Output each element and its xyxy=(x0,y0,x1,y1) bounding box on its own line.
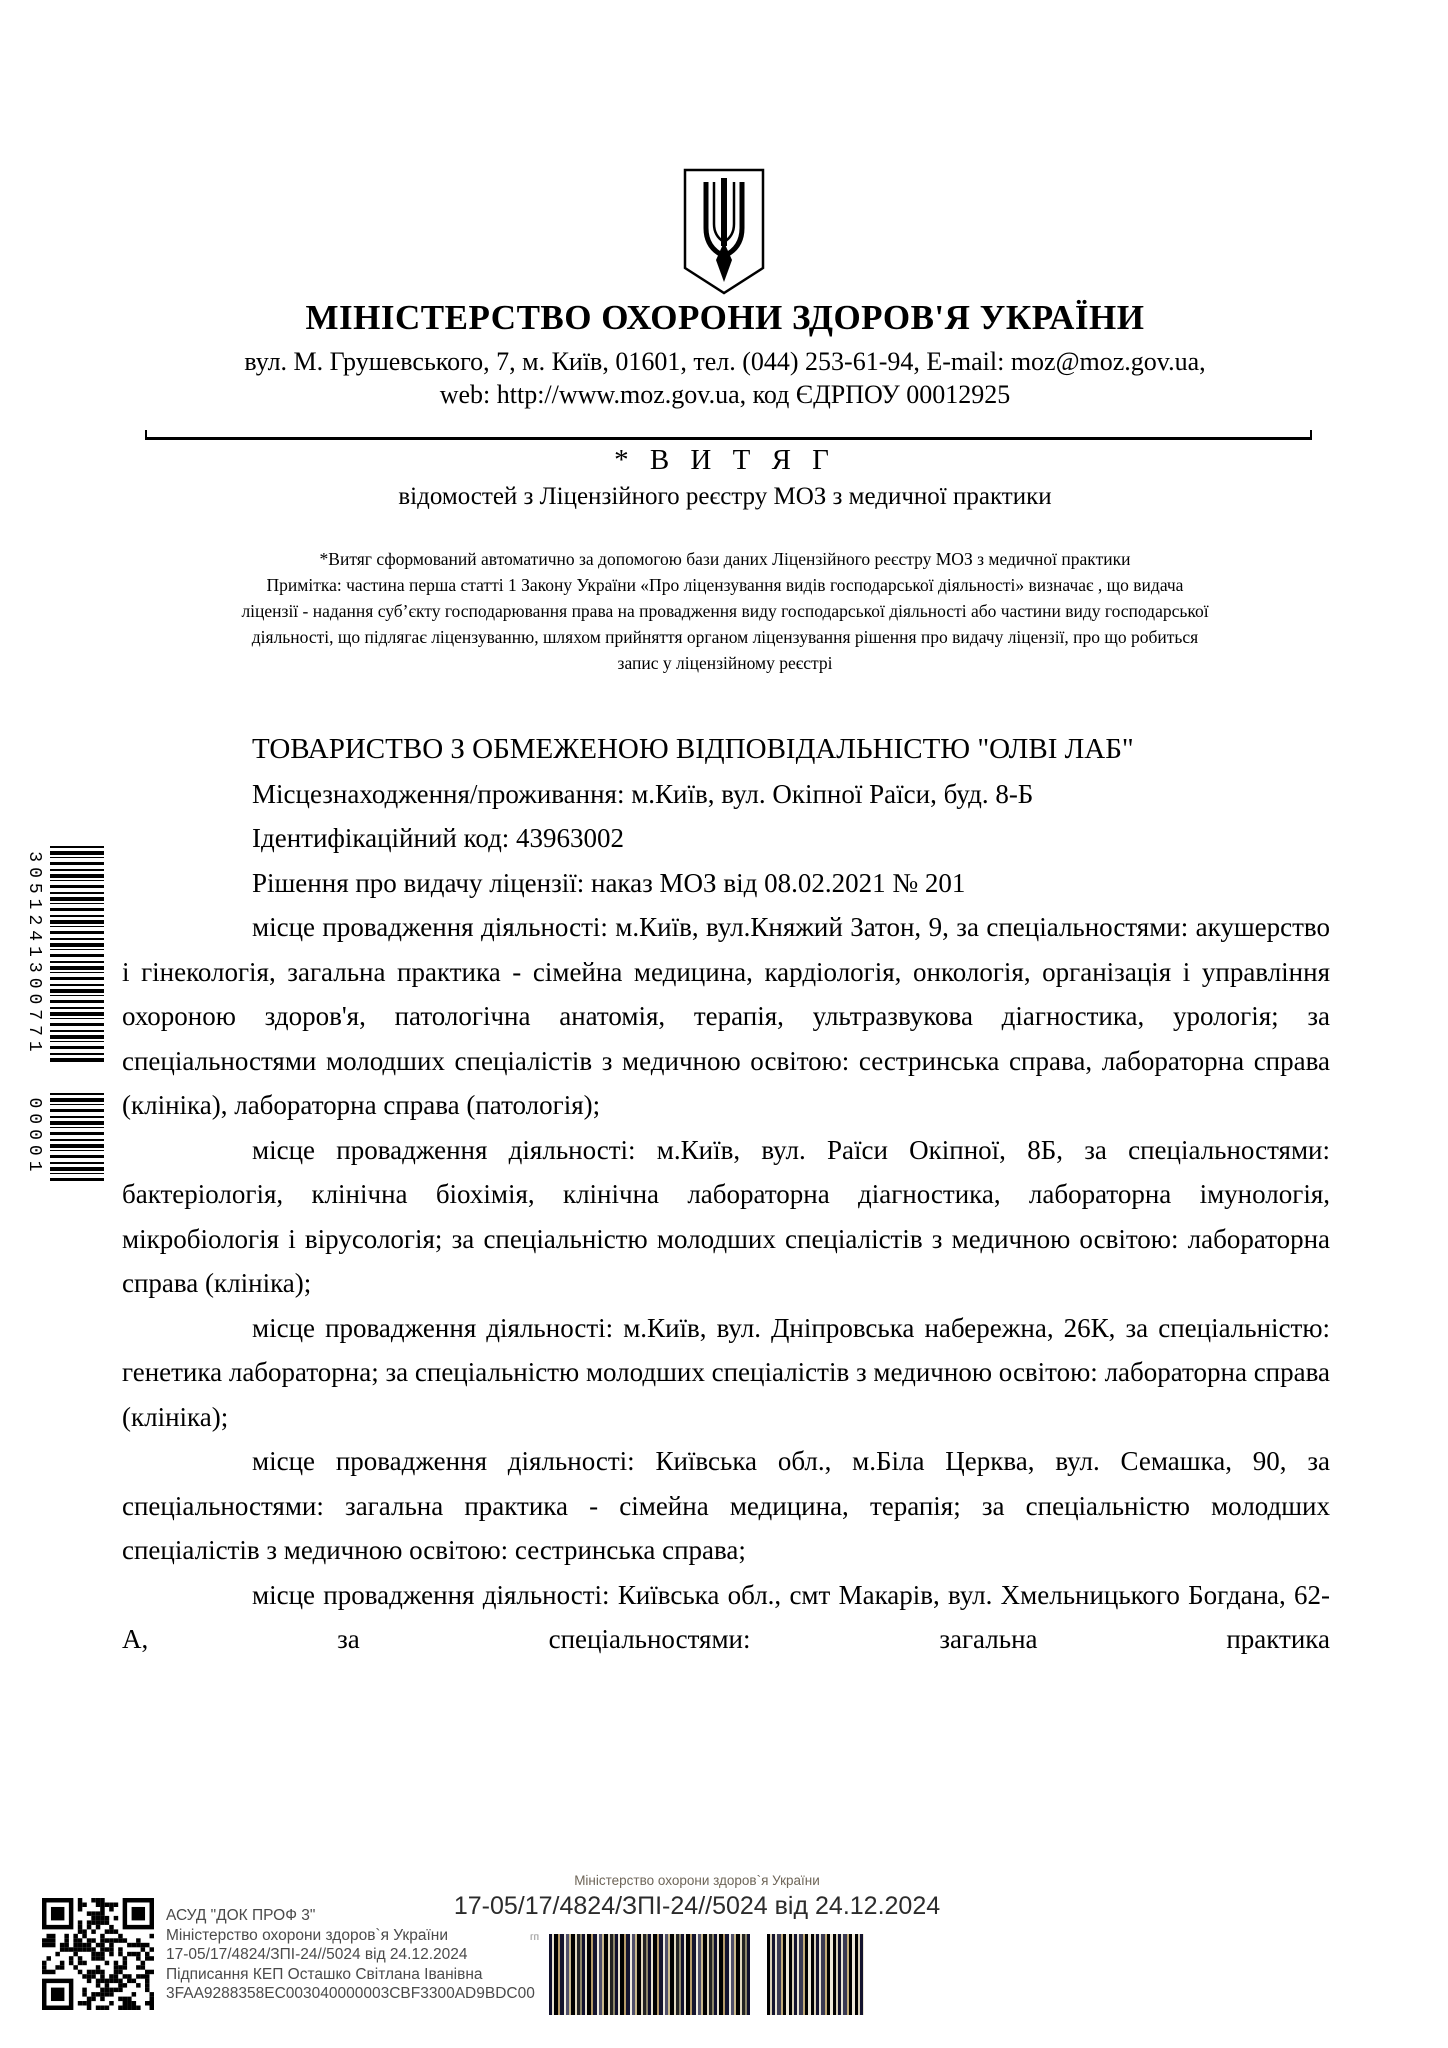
side-barcode-main xyxy=(24,846,104,1062)
signature-line: 3FAA9288358EC003040000003CBF3300AD9BDC00 xyxy=(166,1985,535,2003)
activity-place-paragraph: місце провадження діяльності: м.Київ, вул. Раїси Окіпної, 8Б, за спеціальностями: бактеріологія, клінічна біохімія, клінічна лабораторна діагностика, лабораторна імунологія, мікробіологія і вірусологія; за спеціальністю молодших спеціалістів з медичною освітою: лабораторна справа (клініка); xyxy=(122,1134,1330,1298)
extract-note xyxy=(120,546,1330,676)
trident-logo-icon xyxy=(682,168,766,296)
activity-place-paragraph: місце провадження діяльності: м.Київ, вул.Княжий Затон, 9, за спеціальностями: акушерство і гінекологія, загальна практика - сімейна медицина, кардіологія, онкологія, організація і управління охороною здоров'я, патологічна анатомія, терапія, ультразвукова діагностика, урологія; за спеціальностями молодших спеціалістів з медичною освітою: сестринська справа, лабораторна справа (клініка), лабораторна справа (патологія); xyxy=(122,912,1330,1120)
note-line: діяльності, що підлягає ліцензуванню, шляхом прийняття органом ліцензування рішення про видачу ліцензії, про що робиться xyxy=(251,627,1199,647)
company-name-paragraph: ТОВАРИСТВО З ОБМЕЖЕНОЮ ВІДПОВІДАЛЬНІСТЮ "ОЛВІ ЛАБ" xyxy=(252,733,1134,765)
signature-line: Міністерство охорони здоров`я України xyxy=(166,1926,448,1944)
stamp-barcode-main xyxy=(549,1934,750,2015)
signature-line: Підписання КЕП Осташко Світлана Іванівна xyxy=(166,1965,483,1983)
ministry-name: МІНІСТЕРСТВО ОХОРОНИ ЗДОРОВ'Я УКРАЇНИ xyxy=(305,298,1145,337)
side-barcode-addon xyxy=(24,1093,104,1181)
activity-place-paragraph: місце провадження діяльності: Київська обл., смт Макарів, вул. Хмельницького Богдана, 62-А, за спеціальностями: загальна практика xyxy=(122,1579,1330,1654)
stamp-caption: Міністерство охорони здоров`я України xyxy=(574,1873,820,1888)
stamp-number: 17-05/17/4824/ЗПІ-24//5024 від 24.12.2024 xyxy=(453,1892,941,1920)
barcode-bars xyxy=(50,846,104,1062)
extract-title: * В И Т Я Г xyxy=(614,444,836,476)
header-divider xyxy=(145,430,1312,440)
barcode-digits: 3051241300771 xyxy=(24,851,44,1057)
barcode-digits: 00001 xyxy=(24,1097,44,1177)
extract-subtitle: відомостей з Ліцензійного реєстру МОЗ з медичної практики xyxy=(398,483,1052,510)
decision-paragraph: Рішення про видачу ліцензії: наказ МОЗ від 08.02.2021 № 201 xyxy=(252,867,966,898)
activity-place-paragraph: місце провадження діяльності: Київська обл., м.Біла Церква, вул. Семашка, 90, за спеціальностями: загальна практика - сімейна медицина, терапія; за спеціальністю молодших спеціалістів з медичною освітою: сестринська справа; xyxy=(122,1446,1330,1565)
id-code-paragraph: Ідентифікаційний код: 43963002 xyxy=(252,823,625,853)
signature-line: 17-05/17/4824/ЗПІ-24//5024 від 24.12.2024 xyxy=(166,1946,468,1964)
location-paragraph: Місцезнаходження/проживання: м.Київ, вул. Окіпної Раїси, буд. 8-Б xyxy=(252,778,1034,809)
note-line: Примітка: частина перша статті 1 Закону України «Про ліцензування видів господарської діяльності» визначає , що видача xyxy=(266,575,1184,595)
barcode-bars xyxy=(50,1093,104,1181)
ministry-web-line: web: http://www.moz.gov.ua, код ЄДРПОУ 00012925 xyxy=(439,380,1011,409)
qr-code xyxy=(42,1898,154,2010)
note-line: *Витяг сформований автоматично за допомогою бази даних Ліцензійного реєстру МОЗ з медичної практики xyxy=(319,549,1131,569)
stamp-barcode-addon xyxy=(767,1934,864,2015)
note-line: запис у ліцензійному реєстрі xyxy=(617,653,833,673)
stamp-barcode-mark: гп xyxy=(530,1932,540,1943)
activity-place-paragraph: місце провадження діяльності: м.Київ, вул. Дніпровська набережна, 26К, за спеціальністю: генетика лабораторна; за спеціальністю молодших спеціалістів з медичною освітою: лабораторна справа (клініка); xyxy=(122,1312,1330,1432)
license-extract-body xyxy=(122,727,1330,1662)
ministry-address-line: вул. М. Грушевського, 7, м. Київ, 01601, тел. (044) 253-61-94, E-mail: moz@moz.gov.ua, xyxy=(244,347,1206,376)
signature-line: АСУД "ДОК ПРОФ 3" xyxy=(166,1907,316,1924)
note-line: ліцензії - надання суб’єкту господарювання права на провадження виду господарської діяльності або частини виду господарської xyxy=(241,601,1209,621)
